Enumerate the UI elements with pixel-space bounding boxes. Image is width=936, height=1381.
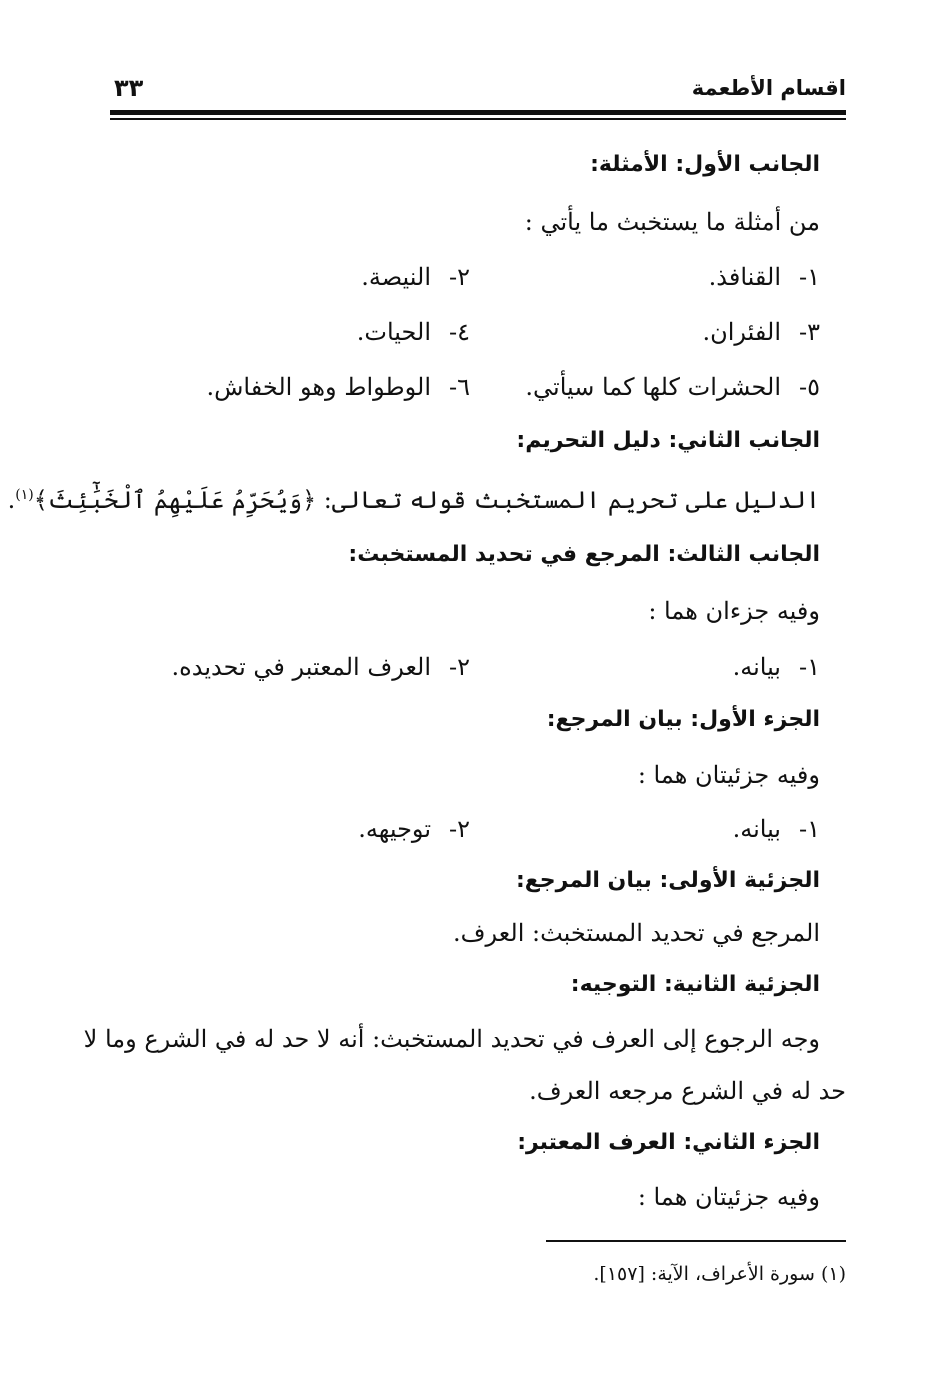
list-item <box>702 315 820 349</box>
sub-heading-second: الجزئية الثانية: التوجيه: <box>570 972 820 997</box>
item-number: ١- <box>799 653 820 681</box>
list-item <box>358 812 470 846</box>
item-text: توجيهه. <box>358 815 431 843</box>
list-item <box>733 812 820 846</box>
examples-intro: من أمثلة ما يستخبث ما يأتي : <box>524 208 820 236</box>
last-intro: وفيه جزئيتان هما : <box>637 1183 820 1211</box>
footnote: (١) سورة الأعراف، الآية: [١٥٧]. <box>593 1263 846 1285</box>
page-header <box>110 72 846 106</box>
section-heading-examples: الجانب الأول: الأمثلة: <box>590 152 820 177</box>
section-heading-evidence: الجانب الثاني: دليل التحريم: <box>516 428 820 453</box>
header-rule-thin <box>110 118 846 120</box>
footnote-rule <box>546 1240 846 1242</box>
item-number: ١- <box>799 263 820 291</box>
list-item <box>172 650 470 684</box>
evidence-text <box>8 478 820 517</box>
item-text: الفئران. <box>702 318 781 346</box>
item-number: ٣- <box>799 318 820 346</box>
item-number: ١- <box>799 815 820 843</box>
part-heading-first: الجزء الأول: بيان المرجع: <box>546 707 820 732</box>
list-item <box>709 260 820 294</box>
item-number: ٥- <box>799 373 820 401</box>
item-text: الحيات. <box>356 318 431 346</box>
item-number: ٤- <box>449 318 470 346</box>
item-text: الوطواط وهو الخفاش. <box>206 373 431 401</box>
header-rule-thick <box>110 110 846 115</box>
evidence-end: . <box>7 486 16 514</box>
list-item <box>357 315 470 349</box>
list-item <box>207 370 471 404</box>
running-title: اقسام الأطعمة <box>691 76 846 100</box>
item-text: القنافذ. <box>708 263 781 291</box>
item-text: النيصة. <box>361 263 431 291</box>
page-number: ٣٣ <box>114 74 144 102</box>
section-heading-reference: الجانب الثالث: المرجع في تحديد المستخبث: <box>348 542 820 567</box>
footnote-marker: (١) <box>15 487 34 503</box>
parts-intro: وفيه جزءان هما : <box>648 597 820 625</box>
part-heading-second: الجزء الثاني: العرف المعتبر: <box>517 1130 820 1155</box>
sub-intro: وفيه جزئيتان هما : <box>637 761 820 789</box>
sub-heading-first: الجزئية الأولى: بيان المرجع: <box>515 868 820 893</box>
reason-line-1: وجه الرجوع إلى العرف في تحديد المستخبث: أنه لا حد له في الشرع وما لا <box>83 1025 820 1053</box>
item-text: بيانه. <box>732 653 781 681</box>
evidence-body: الدليل على تحريم المستخبث قوله تعالى: ﴿وَيُحَرِّمُ عَلَيْهِمُ ٱلْخَبَٰٓئِثَ﴾ <box>33 486 820 514</box>
item-text: الحشرات كلها كما سيأتي. <box>525 373 781 401</box>
list-item <box>361 260 470 294</box>
item-number: ٢- <box>449 653 470 681</box>
item-number: ٢- <box>449 263 470 291</box>
item-number: ٢- <box>449 815 470 843</box>
list-item <box>525 370 820 404</box>
item-text: العرف المعتبر في تحديده. <box>171 653 431 681</box>
item-text: بيانه. <box>732 815 781 843</box>
reference-text: المرجع في تحديد المستخبث: العرف. <box>453 919 820 947</box>
list-item <box>733 650 820 684</box>
item-number: ٦- <box>449 373 470 401</box>
reason-line-2: حد له في الشرع مرجعه العرف. <box>529 1077 846 1105</box>
